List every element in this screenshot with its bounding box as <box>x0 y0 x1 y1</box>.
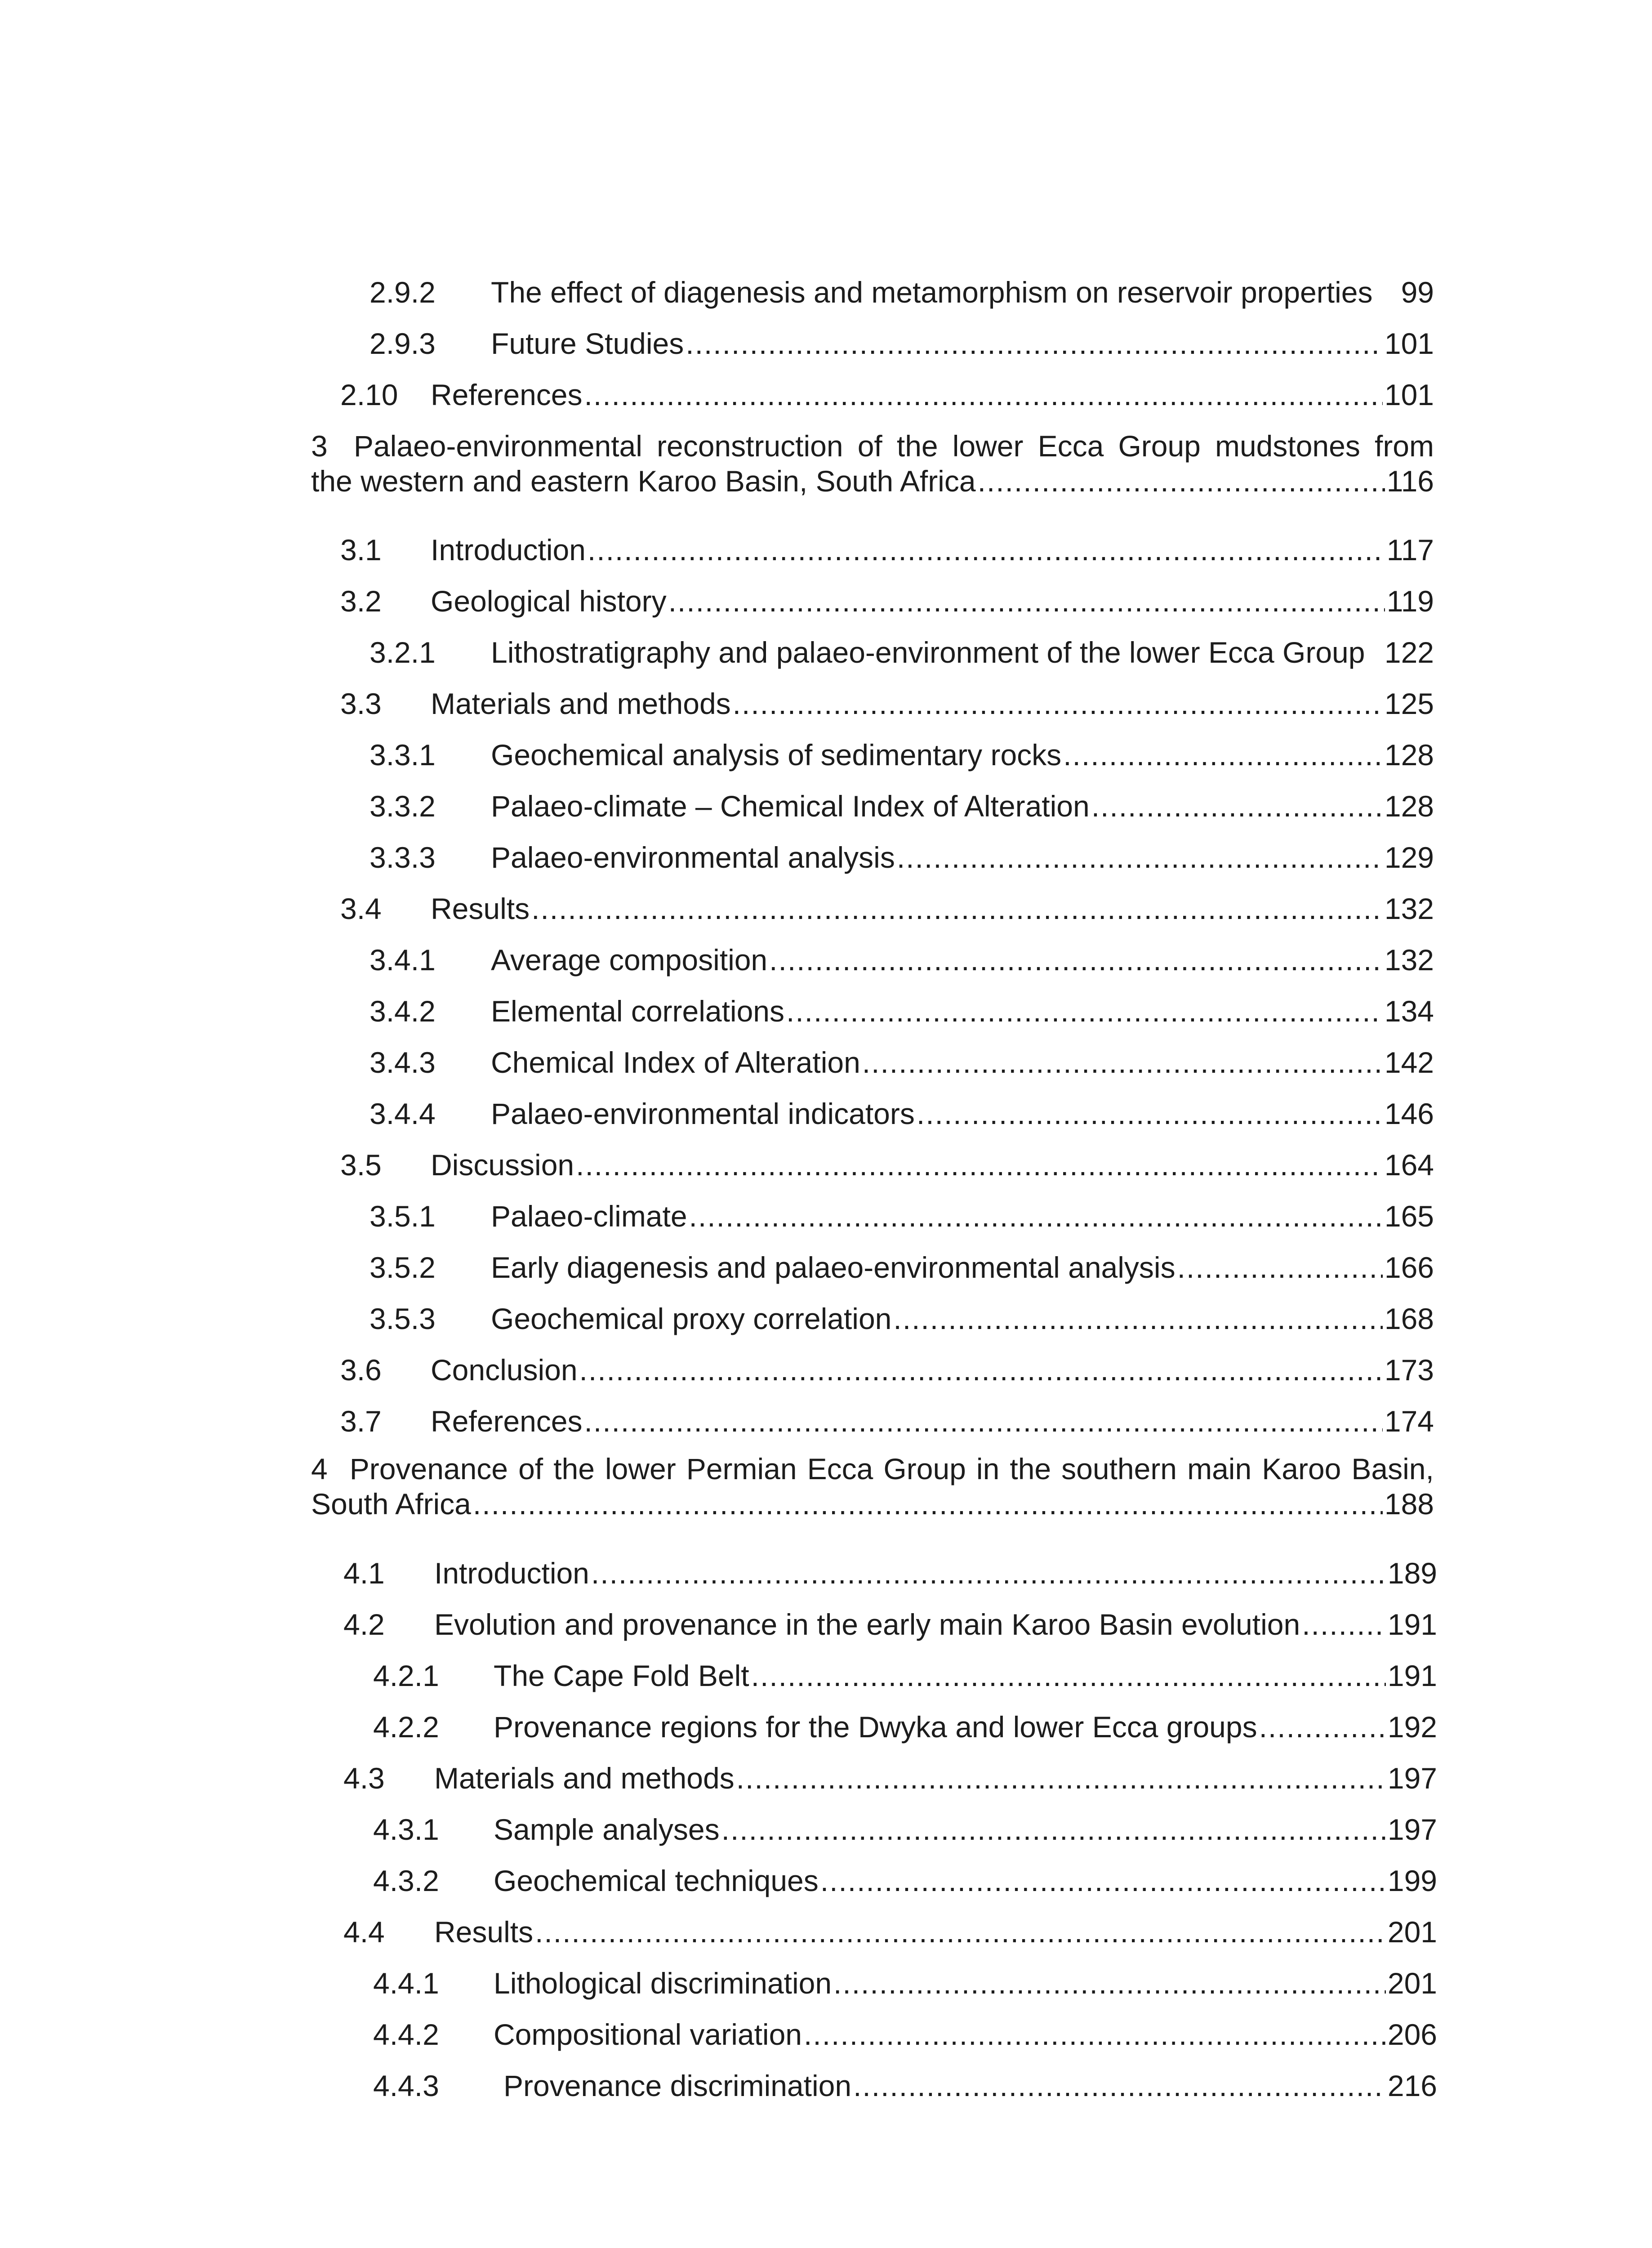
entry-page: 164 <box>1384 1148 1434 1182</box>
entry-title: Geochemical proxy correlation <box>491 1302 892 1335</box>
entry-number: 4.2.2 <box>373 1710 439 1744</box>
entry-page: 119 <box>1386 584 1434 618</box>
entry-title: Palaeo-climate <box>491 1200 687 1233</box>
entry-title: Discussion <box>431 1148 574 1182</box>
entry-number: 3.5.2 <box>370 1251 436 1284</box>
dot-leader <box>584 1403 1383 1439</box>
entry-page: 165 <box>1384 1200 1434 1233</box>
entry-page: 189 <box>1387 1557 1437 1590</box>
dot-leader <box>1302 1606 1386 1642</box>
chapter-word: the <box>1010 1452 1051 1485</box>
chapter-page: 116 <box>1386 464 1434 498</box>
entry-title: Results <box>434 1915 534 1949</box>
toc-entry-4-3[interactable] <box>0 1760 1652 1814</box>
entry-page: 146 <box>1384 1097 1434 1130</box>
entry-title: Average composition <box>491 943 768 977</box>
dot-leader <box>1259 1709 1386 1745</box>
entry-number: 4.4 <box>343 1915 385 1949</box>
entry-title: Provenance regions for the Dwyka and lower Ecca groups <box>494 1710 1257 1744</box>
chapter-word: Ecca <box>807 1452 873 1485</box>
dot-leader <box>917 1096 1383 1132</box>
entry-number: 2.10 <box>340 378 398 411</box>
dot-leader <box>820 1863 1386 1899</box>
entry-number: 4.4.3 <box>373 2069 439 2102</box>
entry-title: Early diagenesis and palaeo-environmental analysis <box>491 1251 1176 1284</box>
entry-number: 4.1 <box>343 1557 385 1590</box>
entry-title: The Cape Fold Belt <box>494 1659 749 1692</box>
entry-page: 191 <box>1387 1659 1437 1692</box>
toc-entry-2-9-3[interactable] <box>0 326 1652 379</box>
toc-entry-3-2-1[interactable] <box>0 634 1652 688</box>
dot-leader <box>1091 788 1383 824</box>
chapter-word: of <box>518 1452 543 1485</box>
dot-leader <box>1177 1249 1383 1285</box>
toc-entry-4-3-1[interactable] <box>0 1811 1652 1865</box>
entry-page: 191 <box>1387 1608 1437 1641</box>
toc-entry-2-9-2[interactable] <box>0 274 1652 328</box>
toc-entry-3-3[interactable] <box>0 686 1652 740</box>
chapter-word: from <box>1374 429 1434 463</box>
chapter-number: 3 <box>311 429 328 463</box>
toc-entry-3-5-3[interactable] <box>0 1301 1652 1355</box>
entry-number: 3.3.1 <box>370 738 436 772</box>
toc-entry-4-4-3[interactable] <box>0 2068 1652 2122</box>
dot-leader <box>576 1147 1383 1183</box>
dot-leader <box>579 1352 1383 1388</box>
entry-title: Introduction <box>434 1557 589 1590</box>
entry-title: The effect of diagenesis and metamorphism on reservoir properties <box>491 276 1373 309</box>
toc-entry-4-2-2[interactable] <box>0 1709 1652 1763</box>
entry-page: 122 <box>1384 636 1434 669</box>
chapter-page: 188 <box>1384 1487 1434 1521</box>
entry-page: 216 <box>1387 2069 1437 2102</box>
chapter-number: 4 <box>311 1452 328 1485</box>
dot-leader <box>473 1486 1383 1521</box>
toc-entry-4-4-1[interactable] <box>0 1965 1652 2019</box>
dot-leader <box>736 1760 1386 1796</box>
chapter-word: the <box>553 1452 595 1485</box>
entry-title: Conclusion <box>431 1353 578 1387</box>
entry-title: Palaeo-environmental indicators <box>491 1097 915 1130</box>
entry-number: 3.3.2 <box>370 789 436 823</box>
toc-entry-3-4-3[interactable] <box>0 1044 1652 1098</box>
entry-number: 3.2 <box>340 584 382 618</box>
toc-entry-4-2-1[interactable] <box>0 1658 1652 1712</box>
entry-number: 4.4.2 <box>373 2018 439 2051</box>
entry-page: 201 <box>1387 1967 1437 2000</box>
entry-page: 166 <box>1384 1251 1434 1284</box>
chapter-word: of <box>857 429 882 463</box>
entry-title: Introduction <box>431 533 586 566</box>
entry-page: 206 <box>1387 2018 1437 2051</box>
entry-number: 3.3 <box>340 687 382 720</box>
entry-page: 174 <box>1384 1405 1434 1438</box>
entry-page: 101 <box>1384 327 1434 360</box>
chapter-word: the <box>896 429 938 463</box>
dot-leader <box>721 1811 1386 1847</box>
toc-entry-3-4-4[interactable] <box>0 1096 1652 1150</box>
entry-number: 3.5.1 <box>370 1200 436 1233</box>
entry-number: 3.5 <box>340 1148 382 1182</box>
entry-number: 3.4.1 <box>370 943 436 977</box>
entry-title: Geochemical analysis of sedimentary rocks <box>491 738 1062 772</box>
toc-entry-3-2[interactable] <box>0 583 1652 637</box>
entry-title: Elemental correlations <box>491 995 784 1028</box>
entry-page: 125 <box>1384 687 1434 720</box>
entry-page: 134 <box>1384 995 1434 1028</box>
toc-entry-3-7[interactable] <box>0 1403 1652 1457</box>
entry-title: Materials and methods <box>431 687 731 720</box>
entry-title: Materials and methods <box>434 1762 735 1795</box>
entry-number: 4.3.1 <box>373 1813 439 1846</box>
dot-leader <box>588 532 1385 568</box>
chapter-word: in <box>976 1452 1000 1485</box>
entry-title: Sample analyses <box>494 1813 720 1846</box>
dot-leader <box>1063 737 1383 773</box>
entry-page: 192 <box>1387 1710 1437 1744</box>
entry-number: 3.4 <box>340 892 382 925</box>
entry-page: 197 <box>1387 1762 1437 1795</box>
entry-title: Geochemical techniques <box>494 1864 819 1897</box>
dot-leader <box>686 326 1383 361</box>
entry-page: 101 <box>1384 378 1434 411</box>
entry-page: 99 <box>1401 276 1434 309</box>
entry-title: Geological history <box>431 584 667 618</box>
toc-entry-3-4[interactable] <box>0 891 1652 945</box>
dot-leader <box>689 1198 1383 1234</box>
toc-entry-3-5[interactable] <box>0 1147 1652 1201</box>
chapter-word: Permian <box>686 1452 797 1485</box>
dot-leader <box>668 583 1385 619</box>
dot-leader <box>804 2016 1386 2052</box>
dot-leader <box>531 891 1383 927</box>
entry-page: 128 <box>1384 789 1434 823</box>
toc-entry-3-6[interactable] <box>0 1352 1652 1406</box>
chapter-word: Group <box>1118 429 1201 463</box>
entry-page: 173 <box>1384 1353 1434 1387</box>
chapter-word: main <box>1187 1452 1252 1485</box>
dot-leader <box>786 993 1383 1029</box>
toc-entry-4-4-2[interactable] <box>0 2016 1652 2070</box>
toc-entry-3-3-1[interactable] <box>0 737 1652 791</box>
entry-number: 3.4.2 <box>370 995 436 1028</box>
entry-number: 4.3 <box>343 1762 385 1795</box>
entry-page: 128 <box>1384 738 1434 772</box>
entry-page: 197 <box>1387 1813 1437 1846</box>
dot-leader <box>733 686 1383 722</box>
dot-leader <box>862 1044 1383 1080</box>
entry-title: Palaeo-climate – Chemical Index of Alteration <box>491 789 1090 823</box>
entry-title: References <box>431 378 583 411</box>
entry-title: Lithological discrimination <box>494 1967 832 2000</box>
entry-number: 4.4.1 <box>373 1967 439 2000</box>
entry-title: Palaeo-environmental analysis <box>491 841 895 874</box>
chapter-word: reconstruction <box>657 429 843 463</box>
entry-page: 132 <box>1384 892 1434 925</box>
entry-title: Lithostratigraphy and palaeo-environment of the lower Ecca Group <box>491 636 1365 669</box>
toc-entry-3-3-2[interactable] <box>0 788 1652 842</box>
entry-number: 4.2.1 <box>373 1659 439 1692</box>
entry-number: 3.4.4 <box>370 1097 436 1130</box>
toc-entry-3-3-3[interactable] <box>0 839 1652 893</box>
dot-leader <box>978 464 1385 499</box>
entry-page: 199 <box>1387 1864 1437 1897</box>
entry-title: References <box>431 1405 583 1438</box>
entry-title: Results <box>431 892 530 925</box>
toc-entry-3-4-2[interactable] <box>0 993 1652 1047</box>
chapter-word: lower <box>605 1452 676 1485</box>
chapter-word: mudstones <box>1215 429 1360 463</box>
toc-entry-3-5-2[interactable] <box>0 1249 1652 1303</box>
toc-entry-3-4-1[interactable] <box>0 942 1652 996</box>
dot-leader <box>853 2068 1386 2104</box>
entry-number: 4.3.2 <box>373 1864 439 1897</box>
entry-title: Provenance discrimination <box>503 2069 852 2102</box>
dot-leader <box>833 1965 1386 2001</box>
chapter-word: Basin, <box>1351 1452 1434 1485</box>
dot-leader <box>893 1301 1382 1337</box>
entry-page: 142 <box>1384 1046 1434 1079</box>
entry-page: 117 <box>1386 533 1434 566</box>
dot-leader <box>535 1914 1386 1950</box>
entry-page: 168 <box>1384 1302 1434 1335</box>
entry-page: 132 <box>1384 943 1434 977</box>
entry-number: 3.7 <box>340 1405 382 1438</box>
toc-entry-4-3-2[interactable] <box>0 1863 1652 1917</box>
toc-chapter-3[interactable] <box>311 428 1434 499</box>
entry-title: Chemical Index of Alteration <box>491 1046 860 1079</box>
toc-entry-4-4[interactable] <box>0 1914 1652 1968</box>
entry-number: 4.2 <box>343 1608 385 1641</box>
chapter-title-line2: South Africa <box>311 1487 471 1521</box>
chapter-word: southern <box>1061 1452 1177 1485</box>
entry-title: Evolution and provenance in the early main Karoo Basin evolution <box>434 1608 1300 1641</box>
entry-number: 3.1 <box>340 533 382 566</box>
chapter-word: lower <box>952 429 1024 463</box>
chapter-word: Group <box>883 1452 966 1485</box>
dot-leader <box>751 1658 1386 1694</box>
chapter-word: Karoo <box>1262 1452 1341 1485</box>
dot-leader <box>591 1555 1386 1591</box>
entry-number: 3.2.1 <box>370 636 436 669</box>
chapter-word: Ecca <box>1038 429 1104 463</box>
entry-number: 2.9.3 <box>370 327 436 360</box>
entry-number: 3.6 <box>340 1353 382 1387</box>
toc-entry-4-1[interactable] <box>0 1555 1652 1609</box>
dot-leader <box>769 942 1383 978</box>
entry-number: 3.4.3 <box>370 1046 436 1079</box>
toc-entry-2-10[interactable] <box>0 377 1652 431</box>
chapter-title-line2: the western and eastern Karoo Basin, South Africa <box>311 464 976 498</box>
toc-entry-3-5-1[interactable] <box>0 1198 1652 1252</box>
toc-chapter-4[interactable] <box>311 1451 1434 1521</box>
toc-entry-4-2[interactable] <box>0 1606 1652 1660</box>
chapter-word: Palaeo-environmental <box>353 429 642 463</box>
entry-number: 3.3.3 <box>370 841 436 874</box>
entry-number: 3.5.3 <box>370 1302 436 1335</box>
entry-number: 2.9.2 <box>370 276 436 309</box>
entry-page: 129 <box>1384 841 1434 874</box>
chapter-word: Provenance <box>349 1452 508 1485</box>
entry-title: Compositional variation <box>494 2018 802 2051</box>
dot-leader <box>584 377 1383 413</box>
entry-page: 201 <box>1387 1915 1437 1949</box>
entry-title: Future Studies <box>491 327 684 360</box>
toc-entry-3-1[interactable] <box>0 532 1652 586</box>
dot-leader <box>897 839 1383 875</box>
